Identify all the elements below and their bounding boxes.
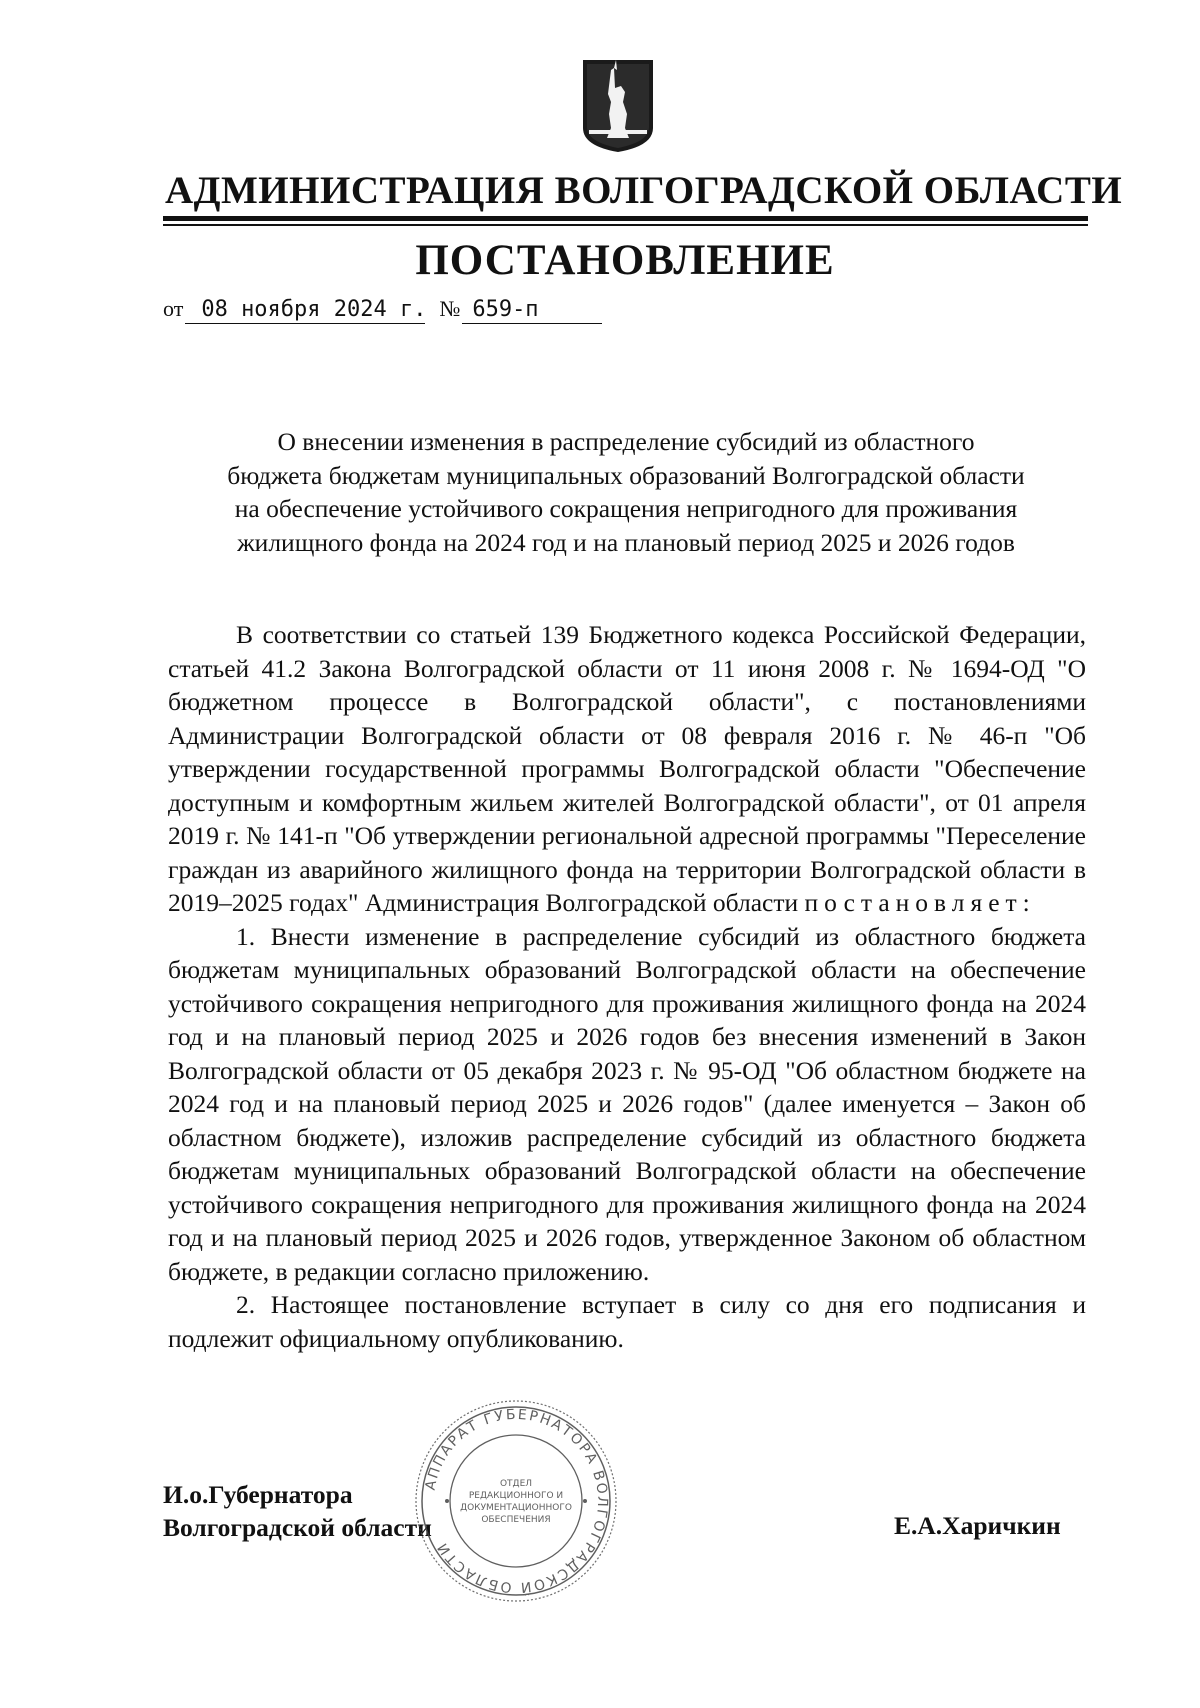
document-subject (165, 425, 1087, 559)
svg-text:ОТДЕЛ: ОТДЕЛ (499, 1479, 533, 1489)
item-1-paragraph: 1. Внести изменение в распределение субсидий из областного бюджета бюджетам муниципальных образований Волгоградской области на обеспечение устойчивого сокращения непригодного для проживания жилищного фонда на 2024 год и на плановый период 2025 и 2026 годов без внесения изменений в Закон Волгоградской области от 05 декабря 2023 г. № 95-ОД "Об областном бюджете на 2024 год и на плановый период 2025 и 2026 годов" (далее именуется – Закон об областном бюджете), изложив распределение субсидий из областного бюджета бюджетам муниципальных образований Волгоградской области на обеспечение устойчивого сокращения непригодного для проживания жилищного фонда на 2024 год и на плановый период 2025 и 2026 годов, утвержденное Законом об областном бюджете, в редакции согласно приложению. (168, 921, 1086, 1286)
number-sign: № (439, 296, 461, 321)
preamble-text: В соответствии со статьей 139 Бюджетного кодекса Российской Федерации, статьей 41.2 Закона Волгоградской области от 11 июня 2008 г. № 1694-ОД "О бюджетном процессе в Волгоградской области", с постановлениями Администрации Волгоградской области от 08 февраля 2016 г. № 46-п "Об утверждении государственной программы Волгоградской области "Обеспечение доступным и комфортным жильем жителей Волгоградской области", от 01 апреля 2019 г. № 141-п "Об утверждении региональной адресной программы "Переселение граждан из аварийного жилищного фонда на территории Волгоградской области в 2019–2025 годах" Администрация Волгоградской области (168, 620, 1086, 917)
organization-title: АДМИНИСТРАЦИЯ ВОЛГОГРАДСКОЙ ОБЛАСТИ (165, 169, 1123, 212)
document-date: 08 ноября 2024 г. (185, 297, 425, 324)
document-number: 659-п (462, 297, 602, 324)
date-number-line (163, 296, 602, 324)
signatory-name: Е.А.Харичкин (894, 1511, 1061, 1540)
header-rule-thin (163, 224, 1088, 226)
preamble-paragraph (168, 618, 1086, 920)
signatory-title (163, 1478, 432, 1544)
subject-line: жилищного фонда на 2024 год и на плановый период 2025 и 2026 годов (237, 527, 1015, 557)
header-rule-thick (163, 216, 1088, 221)
svg-text:АППАРАТ ГУБЕРНАТОРА ВОЛГОГРАДС: АППАРАТ ГУБЕРНАТОРА ВОЛГОГРАДСКОЙ ОБЛАСТИ (422, 1406, 611, 1596)
document-body (168, 618, 1086, 1355)
signatory-title-line-2: Волгоградской области (163, 1513, 432, 1542)
volgograd-emblem-icon (581, 58, 655, 154)
svg-text:ОБЕСПЕЧЕНИЯ: ОБЕСПЕЧЕНИЯ (481, 1515, 551, 1525)
svg-text:РЕДАКЦИОННОГО И: РЕДАКЦИОННОГО И (468, 1491, 564, 1501)
subject-line: бюджета бюджетам муниципальных образований Волгоградской области (227, 460, 1025, 490)
signatory-title-line-1: И.о.Губернатора (163, 1480, 353, 1509)
svg-text:ДОКУМЕНТАЦИОННОГО: ДОКУМЕНТАЦИОННОГО (460, 1503, 572, 1513)
subject-line: О внесении изменения в распределение субсидий из областного (277, 427, 975, 456)
subject-line: на обеспечение устойчивого сокращения непригодного для проживания (234, 494, 1018, 523)
official-stamp-icon (413, 1398, 619, 1604)
item-2-paragraph: 2. Настоящее постановление вступает в силу со дня его подписания и подлежит официальному опубликованию. (168, 1290, 1086, 1353)
document-type-title: ПОСТАНОВЛЕНИЕ (415, 237, 835, 284)
date-prefix: от (163, 296, 184, 321)
decree-word: постановляет: (804, 888, 1036, 917)
